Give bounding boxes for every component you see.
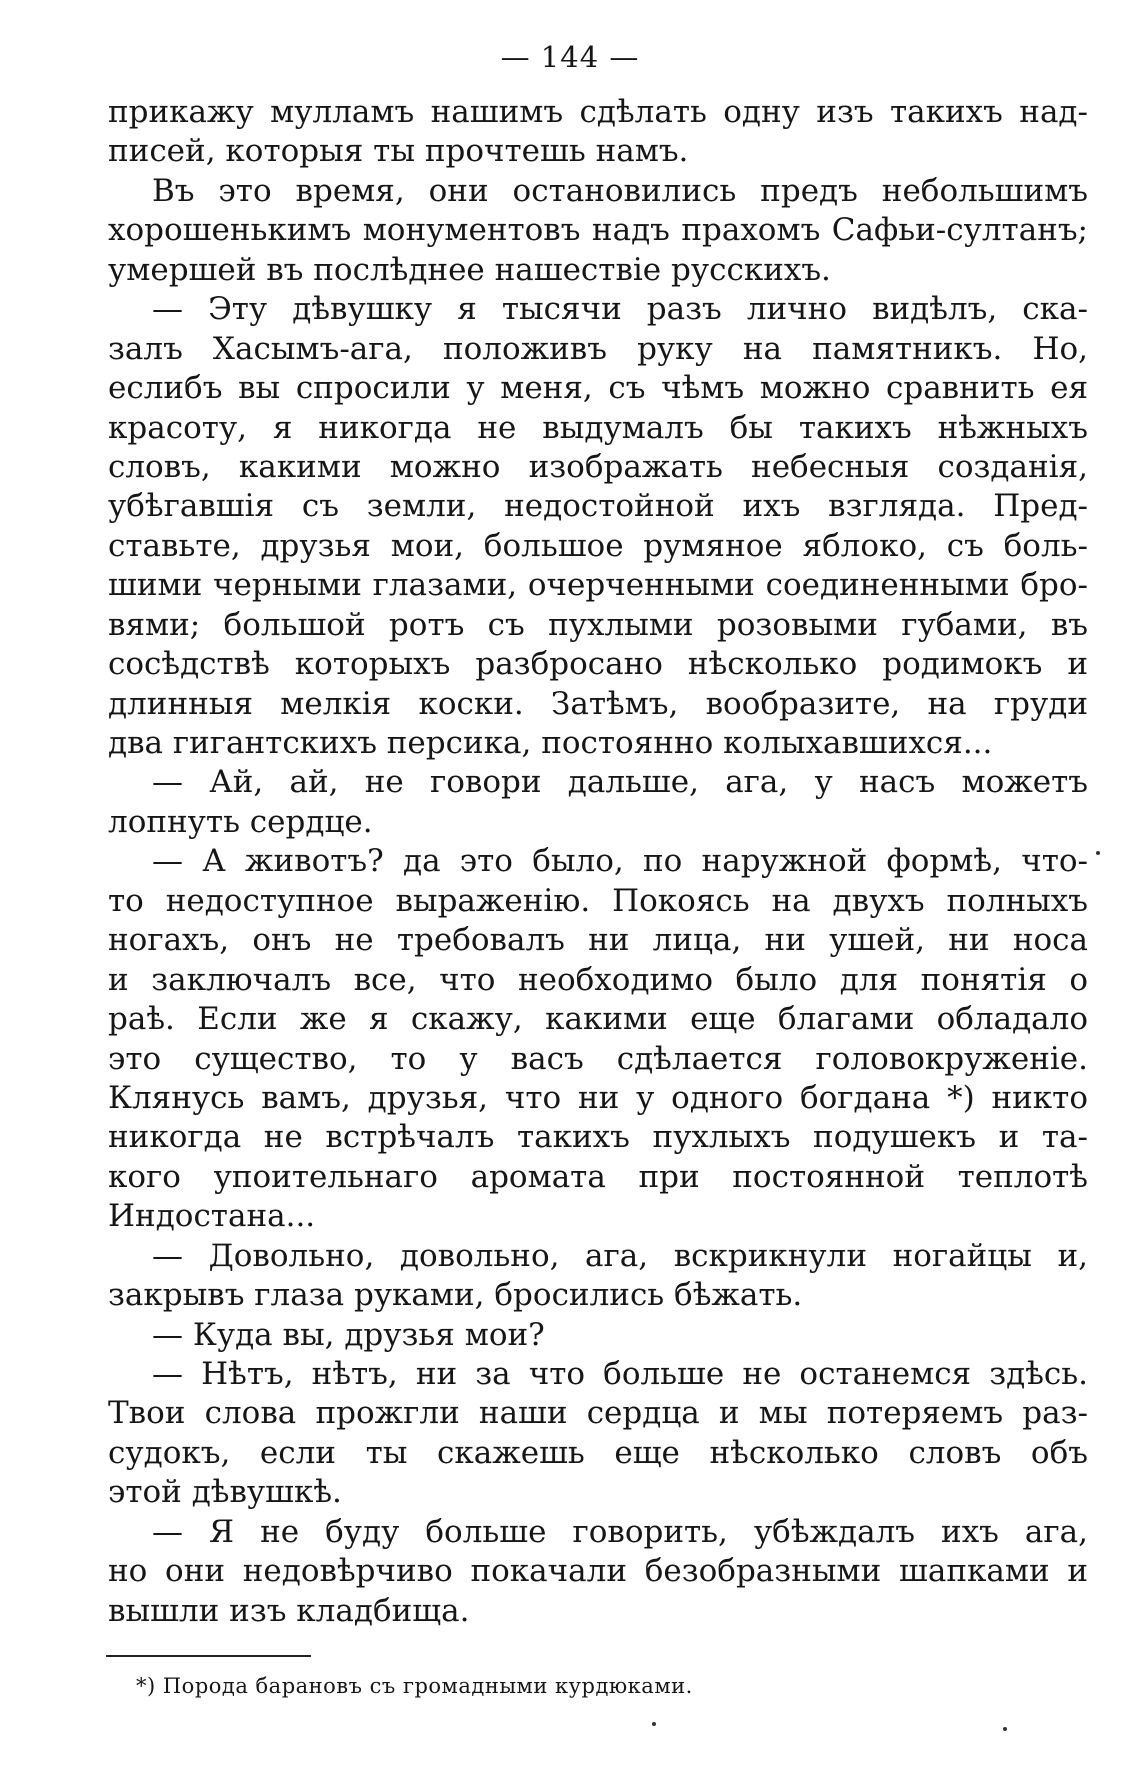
text-line: но они недовѣрчиво покачали безобразными шапками и: [108, 1553, 1088, 1590]
text-line: лопнуть сердце.: [108, 803, 373, 840]
text-line: убѣгавшія съ земли, недостойной ихъ взгляда. Пред-: [108, 488, 1088, 525]
text-line: это существо, то у васъ сдѣлается головокруженіе.: [108, 1040, 1088, 1077]
text-line: судокъ, если ты скажешь еще нѣсколько словъ объ: [108, 1434, 1088, 1471]
text-line: вышли изъ кладбища.: [108, 1592, 470, 1629]
text-line: хорошенькимъ монументовъ надъ прахомъ Сафьи-султанъ;: [108, 212, 1088, 249]
text-line: то недоступное выраженію. Покоясь на двухъ полныхъ: [108, 882, 1088, 919]
text-line: — А животъ? да это было, по наружной формѣ, что-: [152, 843, 1088, 880]
text-line: Индостана...: [108, 1198, 316, 1235]
body-text: [108, 93, 1088, 1631]
text-line: — Нѣтъ, нѣтъ, ни за что больше не останемся здѣсь.: [152, 1356, 1088, 1392]
text-line: еслибъ вы спросили у меня, съ чѣмъ можно сравнить ея: [108, 370, 1088, 407]
footnote: *) Порода барановъ съ громадными курдюками.: [136, 1674, 693, 1698]
scan-speck: [1003, 1727, 1007, 1731]
text-line: ногахъ, онъ не требовалъ ни лица, ни ушей, ни носа: [108, 922, 1088, 959]
text-line: писей, которыя ты прочтешь намъ.: [108, 133, 689, 170]
text-line: прикажу мулламъ нашимъ сдѣлать одну изъ такихъ над-: [108, 94, 1088, 130]
text-line: — Куда вы, друзья мои?: [152, 1316, 545, 1353]
text-line: словъ, какими можно изображать небесныя созданія,: [108, 448, 1088, 485]
text-line: вями; большой ротъ съ пухлыми розовыми губами, въ: [108, 606, 1088, 643]
text-line: умершей въ послѣднее нашествіе русскихъ.: [108, 251, 831, 288]
scan-speck: [1096, 851, 1100, 855]
text-line: раѣ. Если же я скажу, какими еще благами обладало: [108, 1001, 1088, 1038]
text-line: — Я не буду больше говорить, убѣждалъ ихъ ага,: [152, 1513, 1088, 1550]
text-line: закрывъ глаза руками, бросились бѣжать.: [108, 1277, 803, 1314]
text-line: шими черными глазами, очерченными соединенными бро-: [108, 567, 1088, 604]
text-line: — Эту дѣвушку я тысячи разъ лично видѣлъ, ска-: [152, 291, 1088, 328]
text-line: — Ай, ай, не говори дальше, ага, у насъ можетъ: [152, 764, 1088, 801]
footnote-divider: [106, 1655, 311, 1657]
text-line: кого упоительнаго аромата при постоянной теплотѣ: [108, 1158, 1088, 1195]
text-line: ставьте, друзья мои, большое румяное яблоко, съ боль-: [108, 527, 1088, 564]
text-line: длинныя мелкія коски. Затѣмъ, вообразите, на груди: [108, 685, 1088, 722]
text-line: Въ это время, они остановились предъ небольшимъ: [152, 172, 1088, 209]
text-line: никогда не встрѣчалъ такихъ пухлыхъ подушекъ и та-: [108, 1119, 1088, 1156]
text-line: два гигантскихъ персика, постоянно колыхавшихся...: [108, 725, 993, 761]
page-number: — 144 —: [500, 40, 640, 74]
text-line: — Довольно, довольно, ага, вскрикнули ногайцы и,: [152, 1237, 1088, 1274]
text-line: Твои слова прожгли наши сердца и мы потеряемъ раз-: [108, 1395, 1088, 1432]
text-line: и заключалъ все, что необходимо было для понятія о: [108, 961, 1088, 998]
text-line: сосѣдствѣ которыхъ разбросано нѣсколько родимокъ и: [108, 646, 1088, 683]
text-line: этой дѣвушкѣ.: [108, 1474, 342, 1511]
text-line: красоту, я никогда не выдумалъ бы такихъ нѣжныхъ: [108, 409, 1088, 446]
scan-speck: [652, 1722, 656, 1726]
text-line: залъ Хасымъ-ага, положивъ руку на памятникъ. Но,: [108, 330, 1088, 367]
text-line: Клянусь вамъ, друзья, что ни у одного богдана *) никто: [108, 1079, 1088, 1116]
